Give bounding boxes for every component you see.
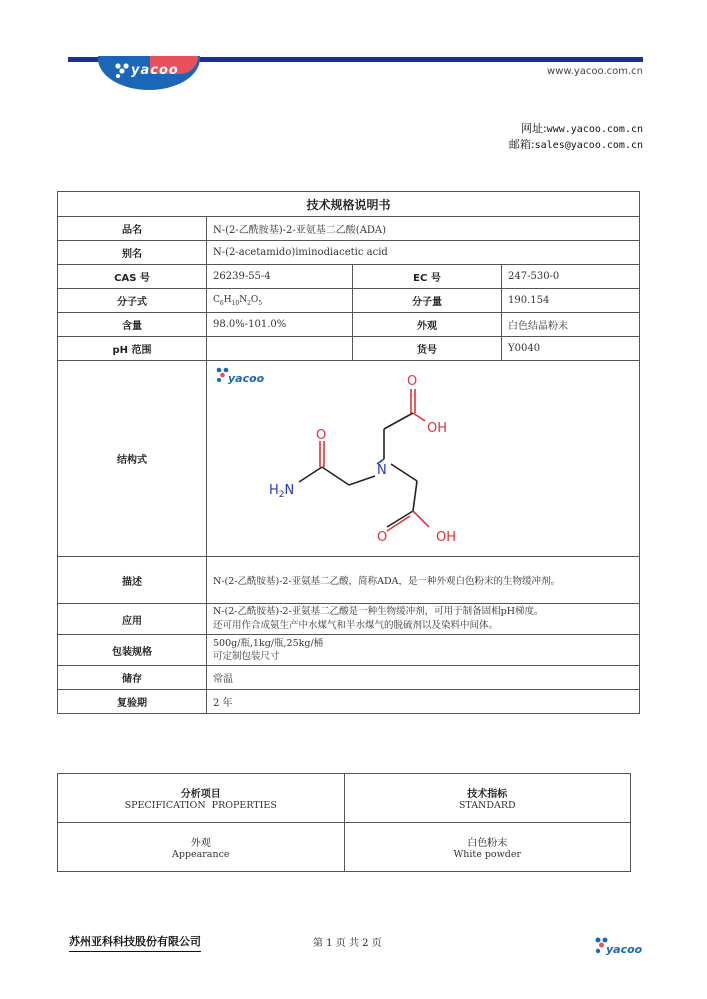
atom-n: N [377,463,387,478]
bond [413,481,417,511]
item-no-value: Y0040 [502,337,640,361]
content-label: 含量 [58,313,207,337]
formula-h-count: 10 [231,299,240,307]
atom-h2n-n: N [284,483,295,498]
ph-value [207,337,353,361]
logo-dot [217,368,222,373]
logo-text: yacoo [131,63,179,78]
cas-value: 26239-55-4 [207,265,353,289]
application-line1: N-(2-乙酰胺基)-2-亚氨基二乙酸是一种生物缓冲剂，可用于制备固相pH梯度。 [213,606,544,617]
row-cas [58,265,640,289]
item-no-label: 货号 [353,337,502,361]
row-retest [58,690,640,714]
formula-value [207,289,353,313]
product-name-value: N-(2-乙酰胺基)-2-亚氨基二乙酸(ADA) [207,217,640,241]
bond [384,413,413,429]
footer-logo-icon [594,936,644,956]
row-package [58,635,640,666]
structure-cell [207,361,640,557]
logo-molecule-icon [114,62,130,78]
contact-mail [509,137,643,153]
col2-en: STANDARD [458,800,516,811]
row-storage [58,666,640,690]
alias-value: N-(2-acetamido)iminodiacetic acid [207,241,640,265]
logo-dot [217,378,221,382]
analysis-table [57,773,631,872]
contact-web-value[interactable]: www.yacoo.com.cn [546,124,643,135]
row-structure [58,361,640,557]
ec-value: 247-530-0 [502,265,640,289]
formula-n: N [239,294,248,305]
bond [349,476,375,485]
footer-company: 苏州亚科科技股份有限公司 [69,933,201,952]
retest-label: 复验期 [58,690,207,714]
alias-label: 别名 [58,241,207,265]
row-content [58,313,640,337]
contact-mail-value[interactable]: sales@yacoo.com.cn [534,140,643,151]
footer-page-number: 第 1 页 共 2 页 [313,938,382,949]
analysis-col2-header [344,774,631,823]
bond [322,467,349,485]
bond [391,464,417,481]
atom-o-left: O [316,428,327,443]
atom-oh-top: OH [427,421,448,436]
appearance-label: 外观 [353,313,502,337]
package-label: 包装规格 [58,635,207,666]
ph-label: pH 范围 [58,337,207,361]
atom-o-bottom: O [377,530,388,545]
row-formula [58,289,640,313]
std-en: White powder [453,849,522,860]
application-label: 应用 [58,604,207,635]
analysis-row [58,823,631,872]
formula-o: O [250,294,259,305]
description-value: N-(2-乙酰胺基)-2-亚氨基二乙酸，简称ADA，是一种外观白色粉末的生物缓冲剂。 [207,557,640,604]
bond [387,511,413,527]
cas-label: CAS 号 [58,265,207,289]
row-application [58,604,640,635]
bonds [299,389,429,531]
product-name-label: 品名 [58,217,207,241]
retest-value: 2 年 [207,690,640,714]
atom-h2n-2: 2 [278,490,285,500]
footer-logo-text: yacoo [606,943,643,956]
appearance-value: 白色结晶粉末 [502,313,640,337]
contact-mail-label: 邮箱: [508,138,535,151]
atom-h2n-h: H [269,483,279,498]
item-cn: 外观 [190,838,211,849]
contact-web-label: 网址: [520,122,547,135]
row-description [58,557,640,604]
analysis-item-cell [58,823,345,872]
col1-cn: 分析项目 [180,789,221,800]
storage-value: 常温 [207,666,640,690]
analysis-standard-cell [344,823,631,872]
package-value [207,635,640,666]
atom-oh-bottom: OH [436,530,457,545]
structure-label: 结构式 [58,361,207,557]
col1-en: SPECIFICATION PROPERTIES [124,800,277,811]
application-value [207,604,640,635]
formula-h: H [223,294,232,305]
content-value: 98.0%-101.0% [207,313,353,337]
formula-n-count: 2 [247,299,251,307]
structure-logo [217,368,265,385]
row-ph [58,337,640,361]
package-line2: 可定制包装尺寸 [213,651,280,662]
mw-label: 分子量 [353,289,502,313]
std-cn: 白色粉末 [467,838,508,849]
spec-table [57,191,640,714]
formula-o-count: 5 [258,299,263,307]
contact-block [509,121,643,153]
row-product-name [58,217,640,241]
storage-label: 储存 [58,666,207,690]
bond [413,413,425,421]
col2-cn: 技术指标 [467,789,508,800]
row-alias [58,241,640,265]
package-line1: 500g/瓶,1kg/瓶,25kg/桶 [213,638,324,649]
application-line2: 还可用作合成氨生产中水煤气和半水煤气的脱硫剂以及染料中间体。 [213,620,499,631]
mw-value: 190.154 [502,289,640,313]
logo-dot [220,373,225,378]
footer-logo [594,936,644,956]
structure-logo-text: yacoo [228,372,265,385]
analysis-col1-header [58,774,345,823]
formula-label: 分子式 [58,289,207,313]
formula-c-count: 6 [219,299,224,307]
analysis-header-row [58,774,631,823]
structure-diagram [207,361,639,556]
atoms [269,374,456,545]
description-label: 描述 [58,557,207,604]
contact-web [509,121,643,137]
atom-h2n [269,483,294,500]
ec-label: EC 号 [353,265,502,289]
bond [387,516,410,531]
item-en: Appearance [171,849,230,860]
bond [299,467,322,482]
spec-title: 技术规格说明书 [58,192,640,217]
header-logo [114,62,179,82]
formula-c: C [213,294,220,305]
bond [413,511,429,527]
header-url[interactable]: www.yacoo.com.cn [547,66,643,77]
atom-o-top: O [407,374,418,389]
